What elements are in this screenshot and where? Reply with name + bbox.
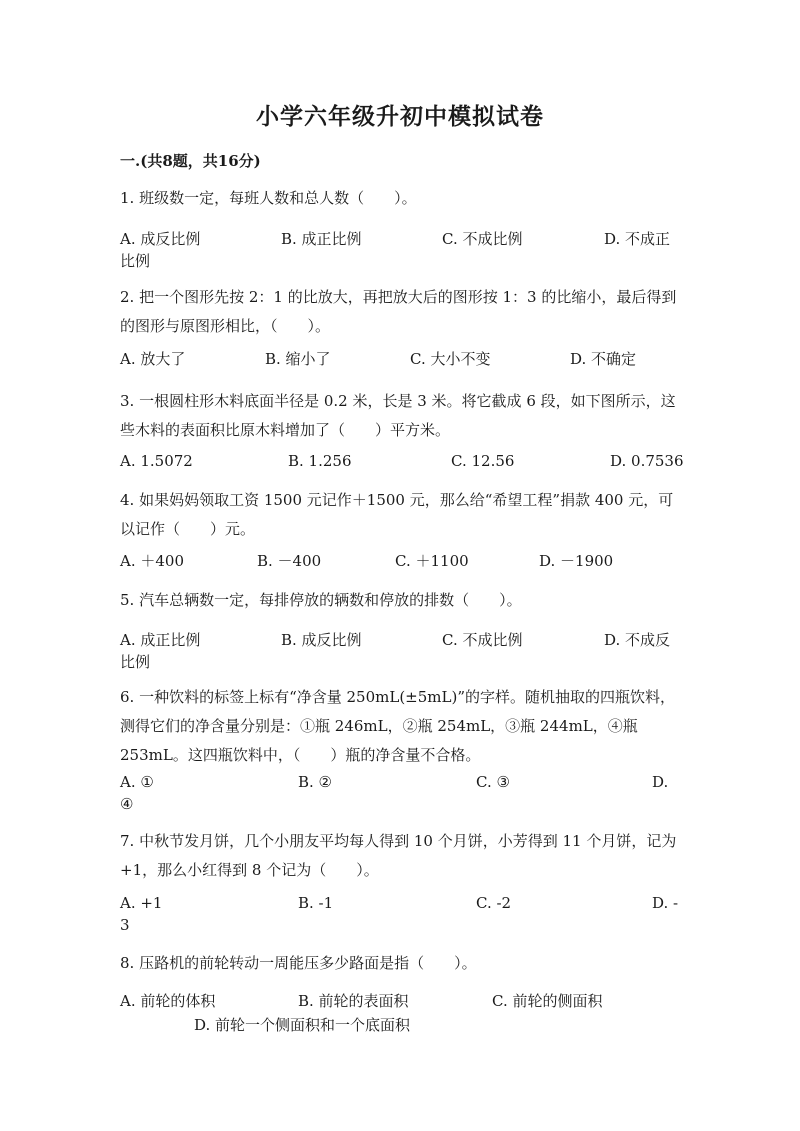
q6-option-d-wrap: ④ [120,795,134,813]
q1-option-a[interactable]: A. 成反比例 [120,230,201,248]
question-3-stem: 3. 一根圆柱形木料底面半径是 0.2 米，长是 3 米。将它截成 6 段，如下图所示，这些木料的表面积比原木料增加了（ ）平方米。 [120,392,676,439]
q6-option-c[interactable]: C. ③ [476,773,510,791]
section-heading: 一.(共8题，共16分) [120,152,261,170]
q2-option-d[interactable]: D. 不确定 [570,350,637,368]
question-7-stem: 7. 中秋节发月饼，几个小朋友平均每人得到 10 个月饼，小芳得到 11 个月饼，记为+1，那么小红得到 8 个记为（ ）。 [120,832,677,879]
q4-option-b[interactable]: B. －400 [257,552,322,570]
q8-option-d[interactable]: D. 前轮一个侧面积和一个底面积 [194,1016,411,1034]
q2-option-b[interactable]: B. 缩小了 [265,350,331,368]
q3-option-b[interactable]: B. 1.256 [288,452,352,470]
question-6-stem: 6. 一种饮料的标签上标有“净含量 250mL(±5mL)”的字样。随机抽取的四瓶饮料，测得它们的净含量分别是：①瓶 246mL，②瓶 254mL，③瓶 244mL，④瓶 253mL。这四瓶饮料中，（ ）瓶的净含量不合格。 [120,688,676,764]
q7-option-a[interactable]: A. +1 [120,894,163,912]
question-5-stem: 5. 汽车总辆数一定，每排停放的辆数和停放的排数（ ）。 [120,591,522,609]
q8-option-b[interactable]: B. 前轮的表面积 [298,992,409,1010]
q8-option-a[interactable]: A. 前轮的体积 [120,992,216,1010]
q6-option-d[interactable]: D. [652,773,669,791]
q1-option-c[interactable]: C. 不成比例 [442,230,523,248]
q6-option-a[interactable]: A. ① [120,773,154,791]
q3-option-c[interactable]: C. 12.56 [451,452,515,470]
q3-option-d[interactable]: D. 0.7536 [610,452,684,470]
q5-option-b[interactable]: B. 成反比例 [281,631,362,649]
question-1-stem: 1. 班级数一定，每班人数和总人数（ ）。 [120,189,417,207]
question-8-stem: 8. 压路机的前轮转动一周能压多少路面是指（ ）。 [120,954,477,972]
q1-option-d[interactable]: D. 不成正 [604,230,671,248]
q2-option-a[interactable]: A. 放大了 [120,350,186,368]
q1-option-b[interactable]: B. 成正比例 [281,230,362,248]
q7-option-d-wrap: 3 [120,916,130,934]
question-2-stem: 2. 把一个图形先按 2：1 的比放大，再把放大后的图形按 1：3 的比缩小，最后得到的图形与原图形相比，（ ）。 [120,288,677,335]
question-4-stem: 4. 如果妈妈领取工资 1500 元记作＋1500 元，那么给“希望工程”捐款 400 元，可以记作（ ）元。 [120,491,674,538]
q7-option-d[interactable]: D. - [652,894,679,912]
q3-option-a[interactable]: A. 1.5072 [120,452,193,470]
q5-option-d-wrap: 比例 [120,653,151,671]
q2-option-c[interactable]: C. 大小不变 [410,350,491,368]
q8-option-c[interactable]: C. 前轮的侧面积 [492,992,603,1010]
q5-option-a[interactable]: A. 成正比例 [120,631,201,649]
q7-option-b[interactable]: B. -1 [298,894,334,912]
q7-option-c[interactable]: C. -2 [476,894,512,912]
q1-option-d-wrap: 比例 [120,252,151,270]
q6-option-b[interactable]: B. ② [298,773,333,791]
exam-title: 小学六年级升初中模拟试卷 [256,103,544,130]
q5-option-d[interactable]: D. 不成反 [604,631,671,649]
q4-option-c[interactable]: C. ＋1100 [395,552,469,570]
q5-option-c[interactable]: C. 不成比例 [442,631,523,649]
q4-option-a[interactable]: A. ＋400 [120,552,184,570]
q4-option-d[interactable]: D. －1900 [539,552,614,570]
